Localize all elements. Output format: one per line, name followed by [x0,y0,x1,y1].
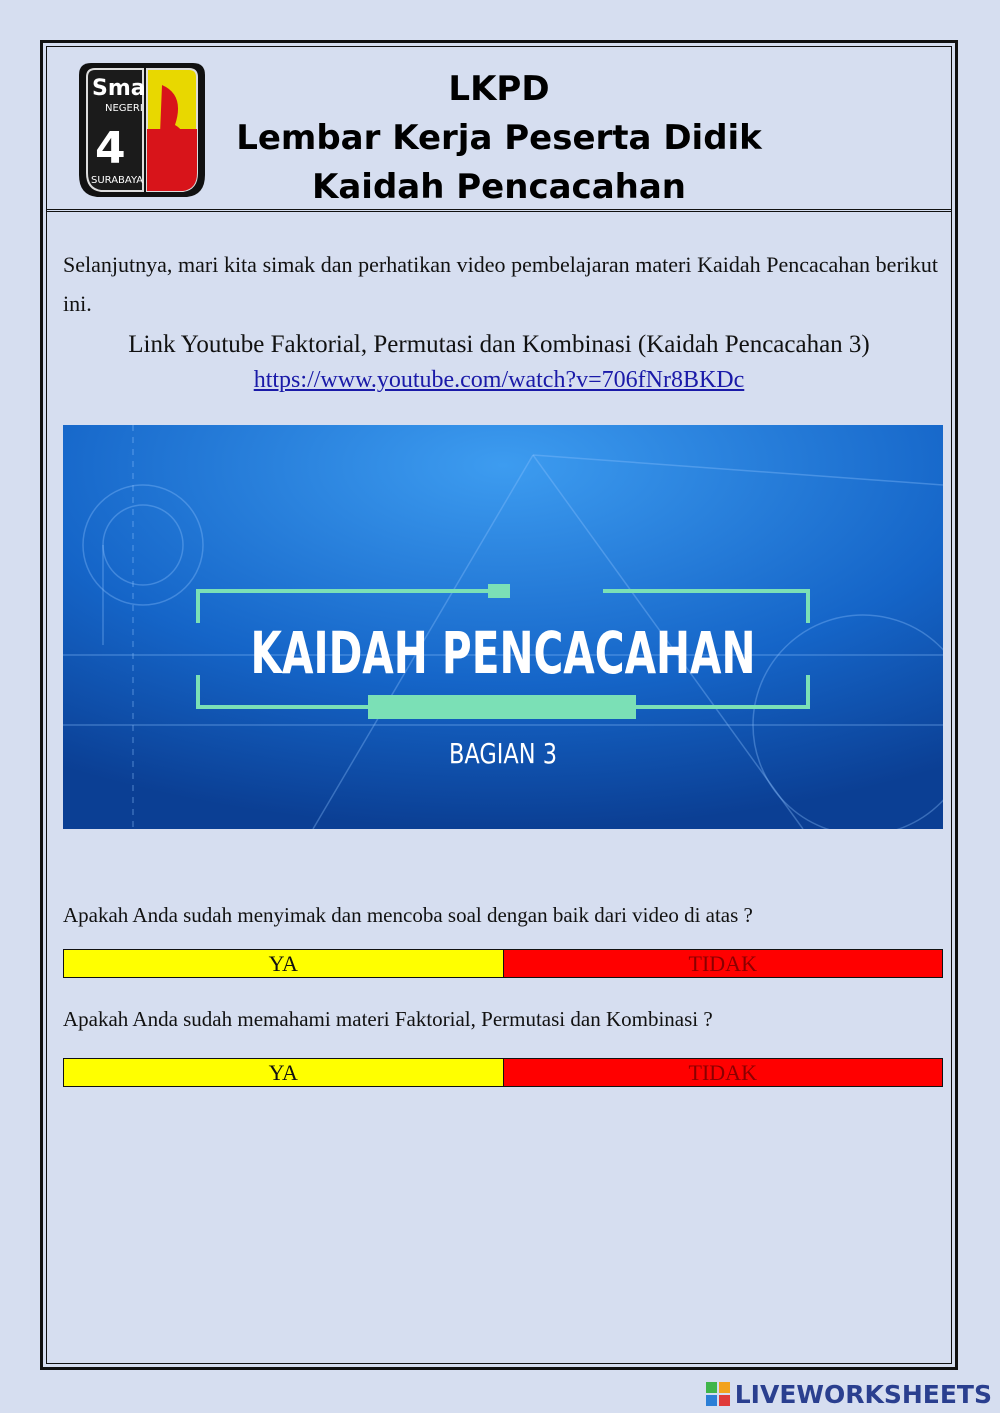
answer-row-1 [63,949,943,978]
youtube-link[interactable]: https://www.youtube.com/watch?v=706fNr8BKDc [253,367,745,393]
video-thumbnail[interactable] [63,425,943,829]
video-title: KAIDAH PENCACAHAN [250,619,756,687]
title-lkpd: LKPD [448,69,550,109]
answer-2-yes-button[interactable]: YA [64,1059,504,1086]
answer-1-no-button[interactable]: TIDAK [504,950,943,977]
question-1: Apakah Anda sudah menyimak dan mencoba soal dengan baik dari video di atas ? [63,903,753,927]
school-logo [67,55,217,205]
question-2: Apakah Anda sudah memahami materi Faktorial, Permutasi dan Kombinasi ? [63,1007,713,1031]
answer-1-yes-button[interactable]: YA [64,950,504,977]
liveworksheets-brand[interactable] [705,1379,992,1409]
worksheet-frame [40,40,958,1370]
link-label: Link Youtube Faktorial, Permutasi dan Kombinasi (Kaidah Pencacahan 3) [128,331,870,358]
logo-text-sma: Sma [92,76,146,101]
title-topic: Kaidah Pencacahan [312,167,686,207]
answer-2-no-button[interactable]: TIDAK [504,1059,943,1086]
answer-row-2 [63,1058,943,1087]
liveworksheets-text: LIVEWORKSHEETS [734,1379,992,1409]
liveworksheets-icon [705,1381,731,1407]
title-lembar-kerja: Lembar Kerja Peserta Didik [236,118,762,158]
header-titles [197,65,801,212]
logo-number: 4 [95,123,126,174]
worksheet-inner-border [46,46,952,1364]
intro-text: Selanjutnya, mari kita simak dan perhatikan video pembelajaran materi Kaidah Pencacahan berikut ini. [63,252,938,316]
logo-city: SURABAYA [91,175,144,186]
logo-text-negeri: NEGERI [105,103,143,114]
video-subtitle: BAGIAN 3 [449,737,557,770]
header [47,47,951,212]
